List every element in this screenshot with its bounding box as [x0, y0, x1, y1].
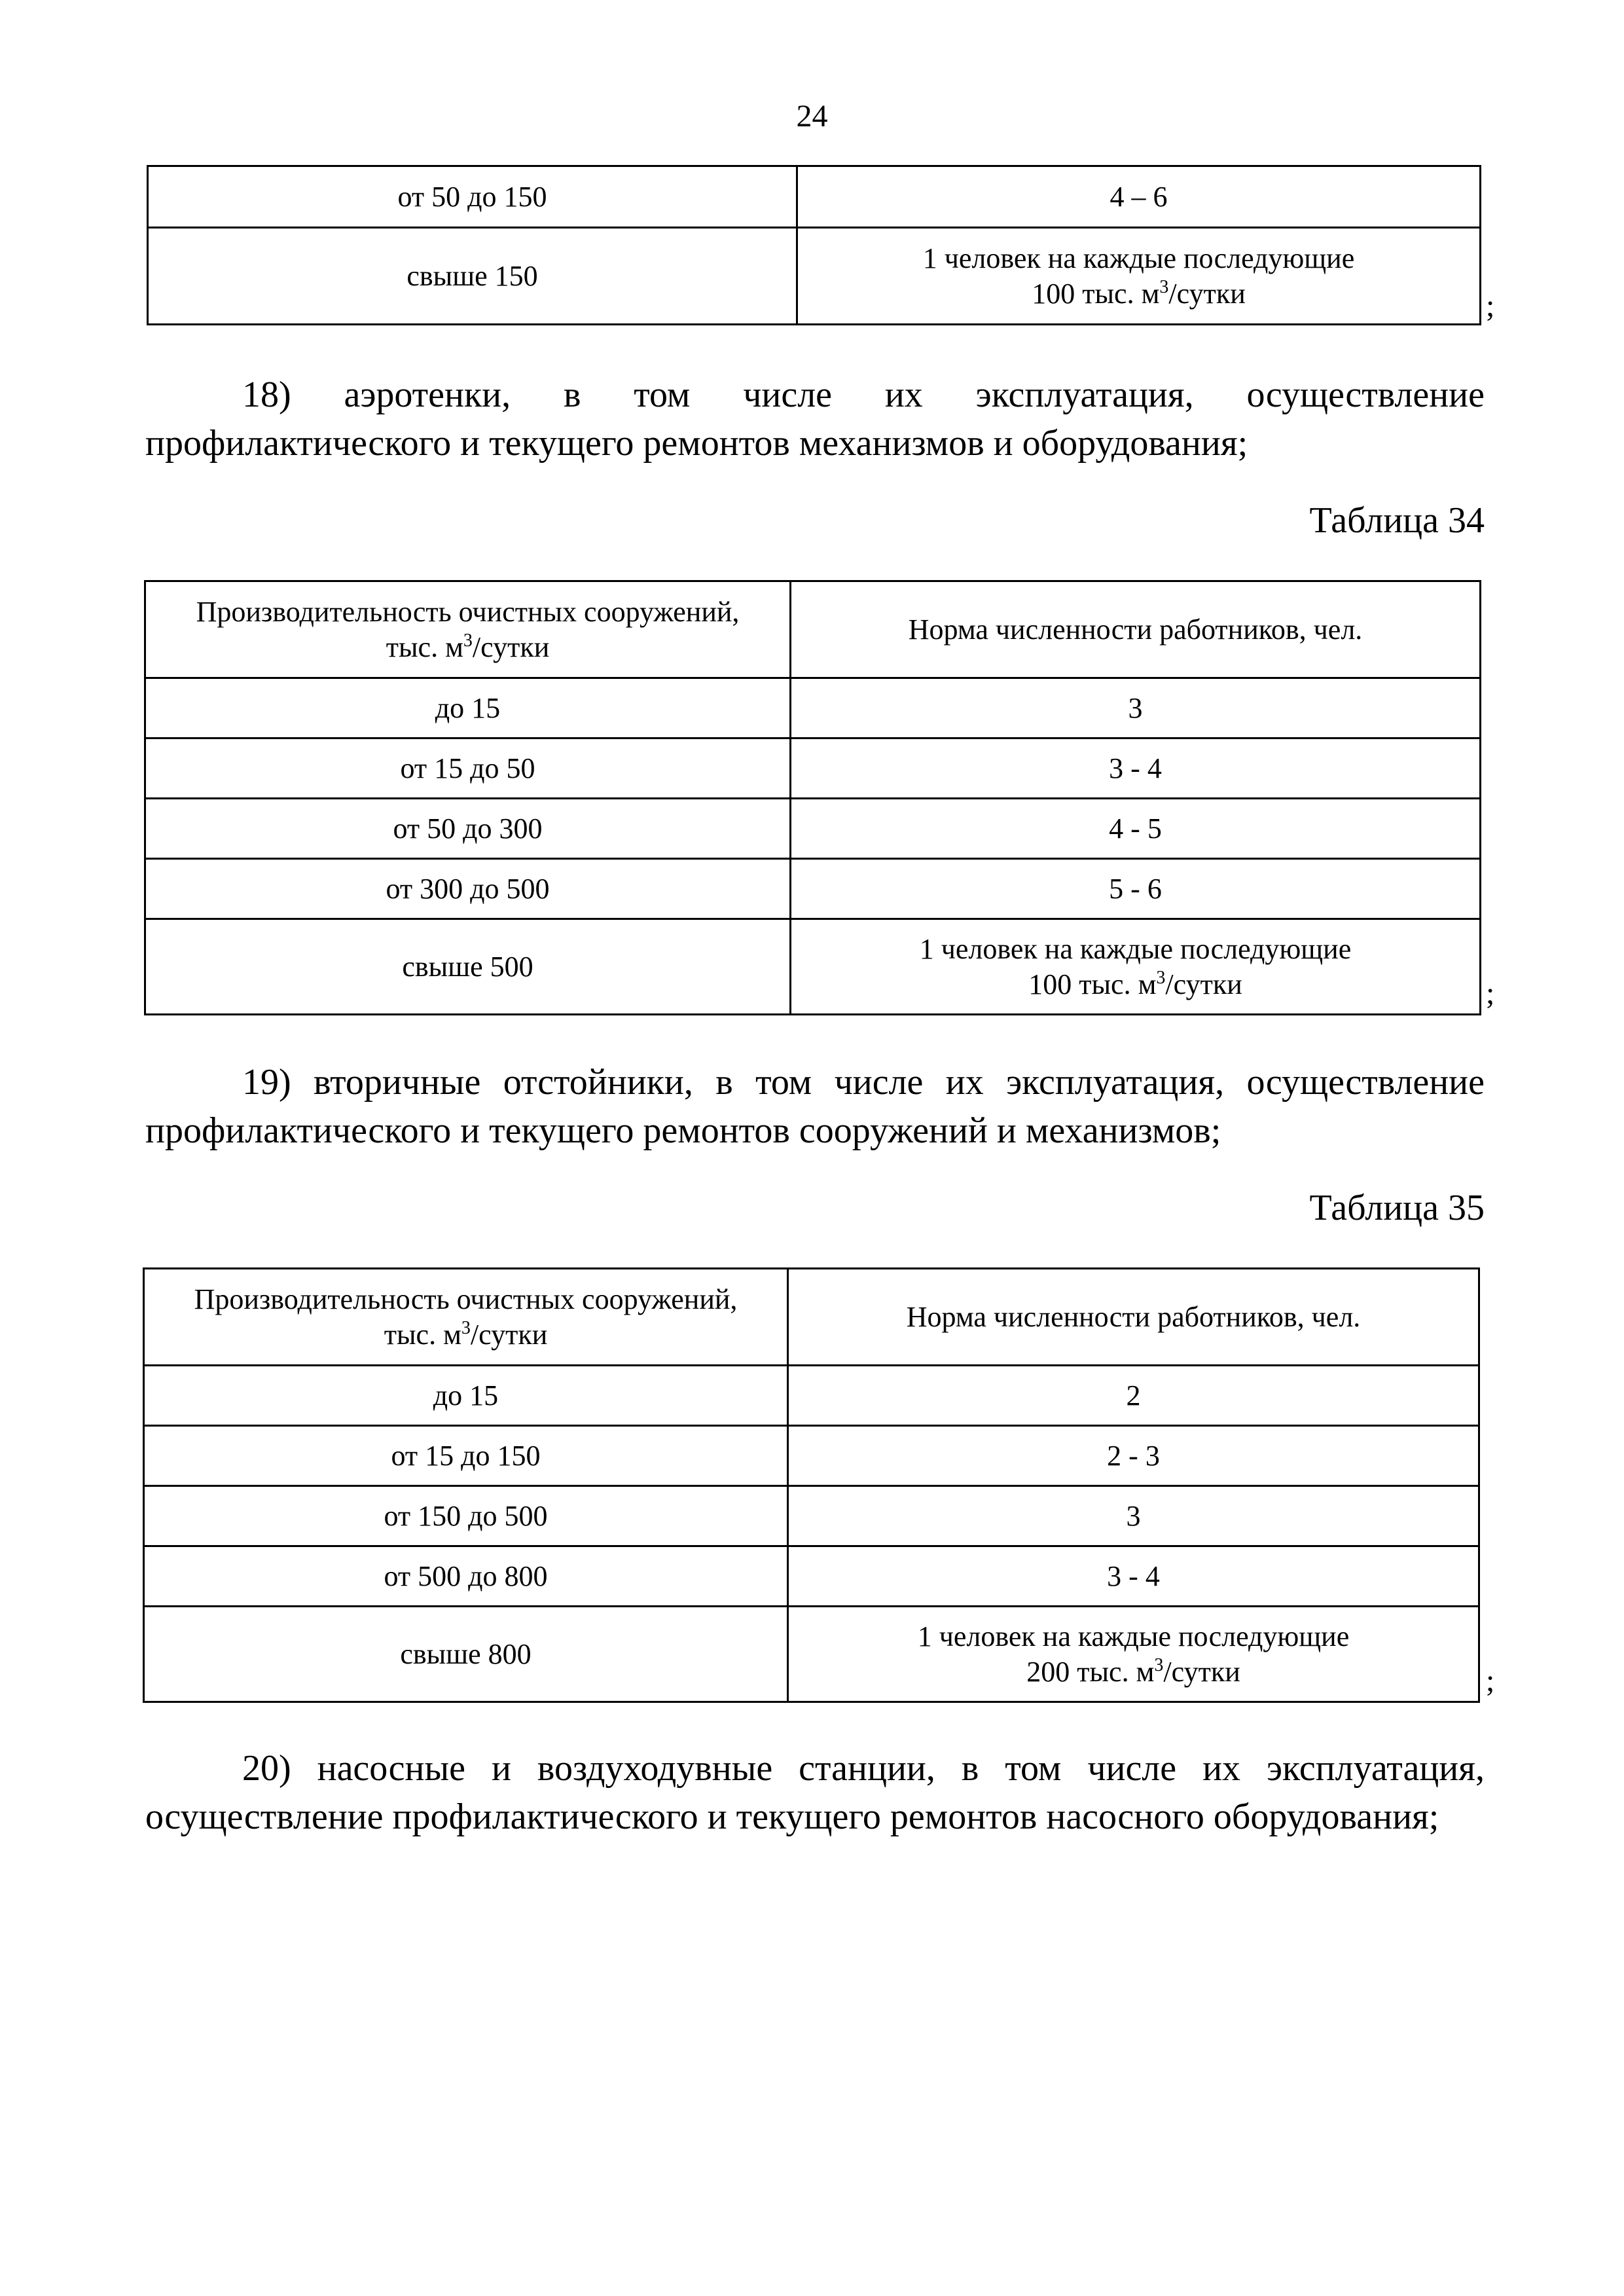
capacity-cell: от 300 до 500 [145, 859, 791, 919]
unit-exponent: 3 [1156, 967, 1166, 988]
paragraph-18 [145, 371, 1485, 467]
norm-cell: 3 - 4 [791, 738, 1481, 799]
header-norm: Норма численности работников, чел. [788, 1269, 1479, 1366]
unit-exponent: 3 [463, 630, 473, 651]
table-row [148, 228, 1481, 325]
table-row [145, 678, 1481, 738]
table-row [144, 1607, 1479, 1702]
trailing-semicolon: ; [1486, 1664, 1495, 1698]
table-row [145, 859, 1481, 919]
header-capacity-line-2 [386, 631, 550, 663]
norm-unit-text: 100 тыс. м [1032, 277, 1160, 310]
norm-unit-text: 100 тыс. м [1028, 968, 1157, 1000]
norm-cell [797, 228, 1481, 325]
table-row [144, 1546, 1479, 1607]
norm-line-2 [1032, 278, 1246, 310]
header-norm: Норма численности работников, чел. [791, 581, 1481, 678]
table-35 [143, 1267, 1480, 1703]
norm-unit-suffix: /сутки [1165, 968, 1242, 1000]
header-capacity-line-1: Производительность очистных сооружений, [194, 1283, 738, 1315]
norm-unit-text: 200 тыс. м [1026, 1655, 1155, 1688]
table-35-caption: Таблица 35 [1309, 1188, 1485, 1228]
norm-line-1: 1 человек на каждые последующие [917, 1620, 1350, 1652]
norm-cell [791, 919, 1481, 1015]
page-number: 24 [796, 99, 828, 134]
table-row [148, 166, 1481, 228]
norm-cell: 4 - 5 [791, 799, 1481, 859]
norm-cell: 3 [788, 1486, 1479, 1546]
capacity-cell: свыше 500 [145, 919, 791, 1015]
header-unit-text: тыс. м [384, 1318, 461, 1351]
header-capacity-line-2 [384, 1319, 548, 1351]
table-row [144, 1486, 1479, 1546]
paragraph-20-text: 20) насосные и воздуходувные станции, в том числе их эксплуатация, осуществление профилактического и текущего ремонтов насосного оборудования; [145, 1748, 1485, 1837]
norm-cell: 4 – 6 [797, 166, 1481, 228]
capacity-cell: от 500 до 800 [144, 1546, 788, 1607]
norm-cell: 2 - 3 [788, 1426, 1479, 1486]
header-unit-suffix: /сутки [472, 630, 550, 663]
paragraph-20 [145, 1744, 1485, 1841]
header-capacity [144, 1269, 788, 1366]
table-header-row [145, 581, 1481, 678]
table-header-row [144, 1269, 1479, 1366]
norm-cell: 5 - 6 [791, 859, 1481, 919]
unit-exponent: 3 [1159, 276, 1169, 297]
header-capacity-line-1: Производительность очистных сооружений, [196, 595, 740, 628]
table-row [145, 919, 1481, 1015]
table-row [145, 738, 1481, 799]
header-capacity [145, 581, 791, 678]
paragraph-18-text: 18) аэротенки, в том числе их эксплуатация, осуществление профилактического и текущего ремонтов механизмов и оборудования; [145, 374, 1485, 464]
table-row [145, 799, 1481, 859]
table-34-caption: Таблица 34 [1309, 500, 1485, 541]
capacity-cell: от 15 до 150 [144, 1426, 788, 1486]
trailing-semicolon: ; [1486, 289, 1495, 323]
norm-unit-suffix: /сутки [1168, 277, 1246, 310]
capacity-cell: до 15 [144, 1366, 788, 1426]
capacity-cell: свыше 150 [148, 228, 797, 325]
capacity-cell: от 15 до 50 [145, 738, 791, 799]
header-unit-text: тыс. м [386, 630, 463, 663]
norm-unit-suffix: /сутки [1163, 1655, 1240, 1688]
norm-cell [788, 1607, 1479, 1702]
capacity-cell: свыше 800 [144, 1607, 788, 1702]
norm-line-2 [1028, 968, 1242, 1000]
trailing-semicolon: ; [1486, 976, 1495, 1011]
capacity-cell: до 15 [145, 678, 791, 738]
paragraph-19-text: 19) вторичные отстойники, в том числе их эксплуатация, осуществление профилактического и текущего ремонтов сооружений и механизмов; [145, 1062, 1485, 1151]
norm-line-1: 1 человек на каждые последующие [919, 932, 1352, 965]
norm-cell: 3 - 4 [788, 1546, 1479, 1607]
norm-line-2 [1026, 1656, 1240, 1688]
header-unit-suffix: /сутки [470, 1318, 548, 1351]
table-row [144, 1426, 1479, 1486]
table-continuation [147, 165, 1481, 325]
unit-exponent: 3 [1154, 1654, 1164, 1675]
norm-line-1: 1 человек на каждые последующие [922, 242, 1355, 274]
table-34 [144, 580, 1481, 1015]
norm-cell: 2 [788, 1366, 1479, 1426]
table-row [144, 1366, 1479, 1426]
capacity-cell: от 50 до 150 [148, 166, 797, 228]
capacity-cell: от 50 до 300 [145, 799, 791, 859]
capacity-cell: от 150 до 500 [144, 1486, 788, 1546]
unit-exponent: 3 [461, 1317, 471, 1338]
paragraph-19 [145, 1058, 1485, 1155]
norm-cell: 3 [791, 678, 1481, 738]
